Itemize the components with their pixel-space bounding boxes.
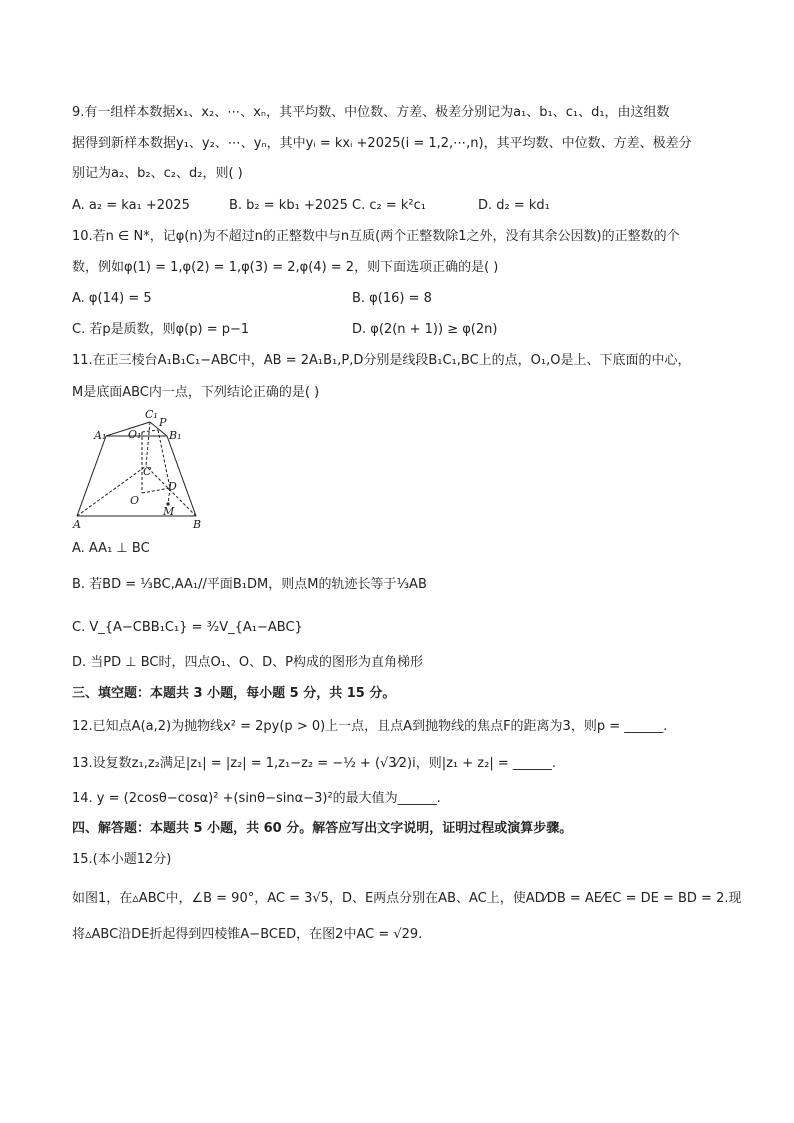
q9-line1: 9.有一组样本数据x₁、x₂、⋯、xₙ，其平均数、中位数、方差、极差分别记为a₁、b₁、c₁、d₁，由这组数 bbox=[72, 105, 670, 120]
q15-line1: 如图1，在▵ABC中，∠B = 90°，AC = 3√5，D、E两点分别在AB、AC上，使AD⁄DB = AE⁄EC = DE = BD = 2.现 bbox=[72, 891, 742, 906]
q11-option-c: C. V_{A−CBB₁C₁} = ³⁄₂V_{A₁−ABC} bbox=[72, 620, 303, 635]
edge-c1-c bbox=[146, 422, 150, 466]
q9-option-a: A. a₂ = ka₁ +2025 bbox=[72, 198, 190, 213]
label-b1: B₁ bbox=[169, 429, 182, 442]
q10-option-b: B. φ(16) = 8 bbox=[352, 291, 432, 306]
label-a1: A₁ bbox=[94, 429, 107, 442]
label-c: C bbox=[143, 465, 152, 478]
q9-option-b: B. b₂ = kb₁ +2025 bbox=[229, 198, 348, 213]
q14-text: 14. y = (2cosθ−cosα)² +(sinθ−sinα−3)²的最大值为______. bbox=[72, 791, 441, 806]
q15-heading: 15.(本小题12分) bbox=[72, 852, 172, 867]
q9-line3: 别记为a₂、b₂、c₂、d₂，则( ) bbox=[72, 166, 243, 181]
q13-text: 13.设复数z₁,z₂满足|z₁| = |z₂| = 1,z₁−z₂ = −½ + (√3⁄2)i，则|z₁ + z₂| = ______. bbox=[72, 756, 556, 771]
label-c1: C₁ bbox=[145, 408, 158, 421]
edge-a1-a bbox=[77, 436, 106, 516]
label-d: D bbox=[168, 480, 177, 493]
q11-line1: 11.在正三棱台A₁B₁C₁−ABC中，AB = 2A₁B₁,P,D分别是线段B₁C₁,BC上的点，O₁,O是上、下底面的中心， bbox=[72, 353, 691, 368]
q10-line1: 10.若n ∈ N*，记φ(n)为不超过n的正整数中与n互质(两个正整数除1之外，没有其余公因数)的正整数的个 bbox=[72, 229, 680, 244]
segment-o1-p bbox=[142, 430, 158, 432]
section-4-heading: 四、解答题：本题共 5 小题，共 60 分。解答应写出文字说明，证明过程或演算步骤。 bbox=[72, 821, 573, 836]
q9-line2: 据得到新样本数据y₁、y₂、⋯、yₙ，其中yᵢ = kxᵢ +2025(i = 1,2,⋯,n)，其平均数、中位数、方差、极差分 bbox=[72, 136, 692, 151]
edge-a-c bbox=[77, 466, 146, 516]
q11-option-a: A. AA₁ ⊥ BC bbox=[72, 541, 150, 556]
q10-line2: 数，例如φ(1) = 1,φ(2) = 1,φ(3) = 2,φ(4) = 2，则下面选项正确的是( ) bbox=[72, 260, 499, 275]
q11-option-d: D. 当PD ⊥ BC时，四点O₁、O、D、P构成的图形为直角梯形 bbox=[72, 655, 424, 670]
edge-b1-b bbox=[167, 436, 196, 516]
q9-option-d: D. d₂ = kd₁ bbox=[478, 198, 550, 213]
q11-line2: M是底面ABC内一点，下列结论正确的是( ) bbox=[72, 385, 320, 400]
label-m: M bbox=[163, 505, 175, 518]
label-p: P bbox=[159, 416, 167, 429]
q10-option-c: C. 若p是质数，则φ(p) = p−1 bbox=[72, 322, 250, 337]
frustum-diagram bbox=[72, 408, 212, 533]
q11-option-b: B. 若BD = ⅓BC,AA₁//平面B₁DM，则点M的轨迹长等于⅓AB bbox=[72, 577, 427, 592]
q9-option-c: C. c₂ = k²c₁ bbox=[352, 198, 426, 213]
frustum-figure bbox=[72, 408, 212, 533]
q15-line2: 将▵ABC沿DE折起得到四棱锥A−BCED，在图2中AC = √29. bbox=[72, 927, 423, 942]
label-a: A bbox=[73, 518, 81, 531]
label-b: B bbox=[193, 518, 202, 531]
segment-o-d bbox=[142, 488, 170, 493]
label-o1: O₁ bbox=[128, 428, 142, 441]
q10-option-a: A. φ(14) = 5 bbox=[72, 291, 152, 306]
section-3-heading: 三、填空题：本题共 3 小题，每小题 5 分，共 15 分。 bbox=[72, 686, 396, 701]
label-o: O bbox=[130, 494, 140, 507]
q12-text: 12.已知点A(a,2)为抛物线x² = 2py(p > 0)上一点，且点A到抛物线的焦点F的距离为3，则p = ______. bbox=[72, 719, 668, 734]
q10-option-d: D. φ(2(n + 1)) ≥ φ(2n) bbox=[352, 322, 498, 337]
